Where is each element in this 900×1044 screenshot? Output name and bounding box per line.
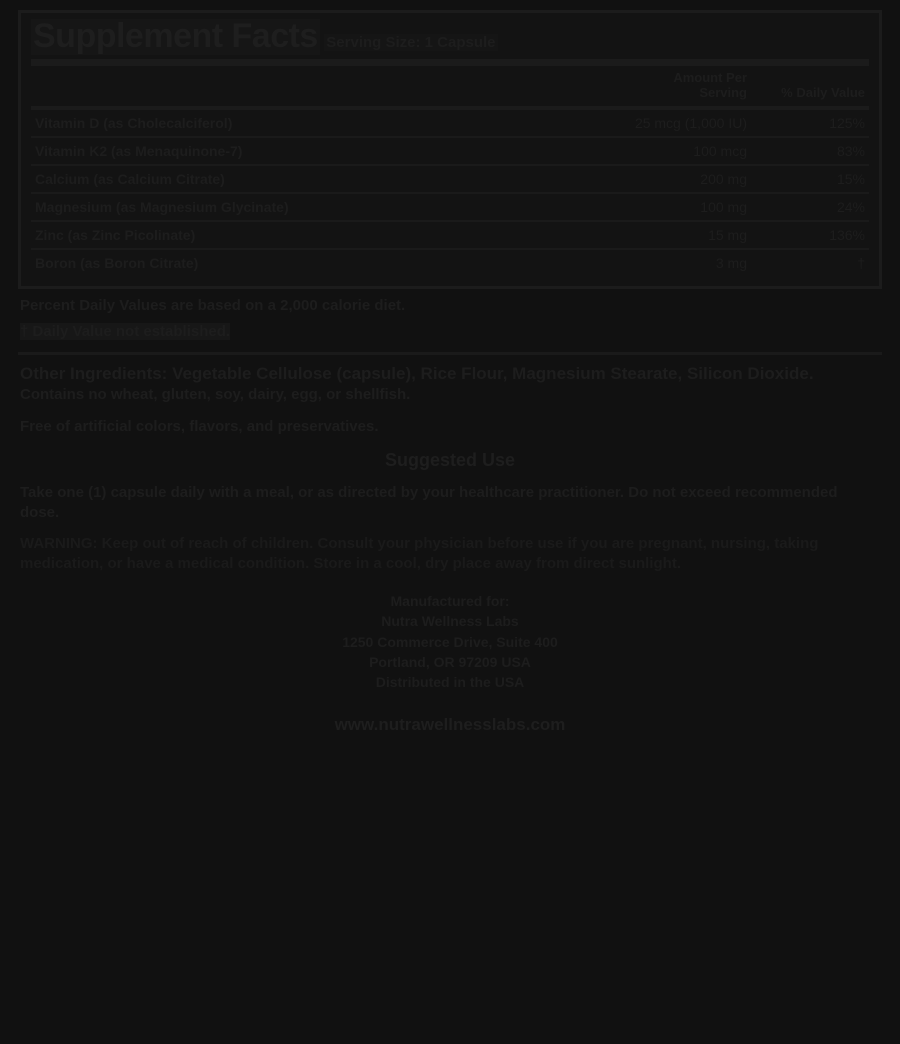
table-row [31, 249, 869, 276]
nutrient-name: Boron (as Boron Citrate) [31, 249, 623, 276]
nutrient-amount: 100 mcg [623, 137, 751, 165]
nutrient-name: Magnesium (as Magnesium Glycinate) [31, 193, 623, 221]
suggested-use-block [20, 483, 880, 522]
serving-size: Serving Size: 1 Capsule [326, 34, 496, 51]
nutrient-daily-value: † [751, 249, 869, 276]
section-divider [18, 352, 882, 355]
table-row [31, 108, 869, 137]
manufacturer-city-state: Portland, OR 97209 USA [369, 654, 531, 671]
nutrition-table [31, 66, 869, 276]
manufacturer-distribution: Distributed in the USA [375, 674, 525, 691]
panel-title: Supplement Facts [33, 17, 318, 55]
suggested-use-heading: Suggested Use [384, 450, 516, 471]
nutrient-amount: 100 mg [623, 193, 751, 221]
nutrient-amount: 200 mg [623, 165, 751, 193]
nutrient-name: Calcium (as Calcium Citrate) [31, 165, 623, 193]
website-url[interactable]: www.nutrawellnesslabs.com [334, 714, 566, 734]
panel-heavy-rule [31, 59, 869, 66]
free-from-text: Free of artificial colors, flavors, and preservatives. [20, 417, 379, 435]
dagger-footnote-text: † Daily Value not established. [20, 323, 231, 341]
daily-value-footnote [20, 297, 880, 316]
dagger-footnote [20, 323, 880, 342]
nutrient-name: Vitamin K2 (as Menaquinone-7) [31, 137, 623, 165]
manufacturer-line-1: Manufactured for: [390, 593, 510, 610]
nutrient-daily-value: 136% [751, 221, 869, 249]
nutrition-table-body [31, 108, 869, 276]
table-row [31, 193, 869, 221]
table-header-row [31, 66, 869, 108]
nutrient-daily-value: 15% [751, 165, 869, 193]
nutrient-amount: 15 mg [623, 221, 751, 249]
nutrient-name: Zinc (as Zinc Picolinate) [31, 221, 623, 249]
suggested-use-text: Take one (1) capsule daily with a meal, or as directed by your healthcare practitioner. Do not exceed recommended dose. [20, 484, 838, 521]
manufacturer-block [18, 591, 882, 692]
column-header-amount: Amount Per Serving [623, 66, 751, 108]
manufacturer-name: Nutra Wellness Labs [381, 613, 519, 630]
other-ingredients-block [20, 363, 880, 405]
nutrient-daily-value: 83% [751, 137, 869, 165]
allergen-text: Contains no wheat, gluten, soy, dairy, egg, or shellfish. [20, 386, 411, 404]
table-row [31, 221, 869, 249]
nutrient-amount: 3 mg [623, 249, 751, 276]
nutrient-daily-value: 24% [751, 193, 869, 221]
warning-text: WARNING: Keep out of reach of children. Consult your physician before use if you are pregnant, nursing, taking medication, or have a medical condition. Store in a cool, dry place away from direct sunlight. [20, 535, 819, 572]
manufacturer-address: 1250 Commerce Drive, Suite 400 [342, 633, 558, 650]
column-header-daily-value: % Daily Value [751, 66, 869, 108]
nutrient-name: Vitamin D (as Cholecalciferol) [31, 108, 623, 137]
table-row [31, 165, 869, 193]
column-header-nutrient [31, 66, 623, 108]
free-from-block [20, 417, 880, 437]
other-ingredients-text: Other Ingredients: Vegetable Cellulose (capsule), Rice Flour, Magnesium Stearate, Silicon Dioxide. [20, 364, 814, 384]
nutrient-daily-value: 125% [751, 108, 869, 137]
daily-value-footnote-text: Percent Daily Values are based on a 2,000 calorie diet. [20, 296, 406, 314]
table-row [31, 137, 869, 165]
nutrient-amount: 25 mcg (1,000 IU) [623, 108, 751, 137]
nutrition-table-head [31, 66, 869, 108]
supplement-facts-panel [18, 10, 882, 289]
